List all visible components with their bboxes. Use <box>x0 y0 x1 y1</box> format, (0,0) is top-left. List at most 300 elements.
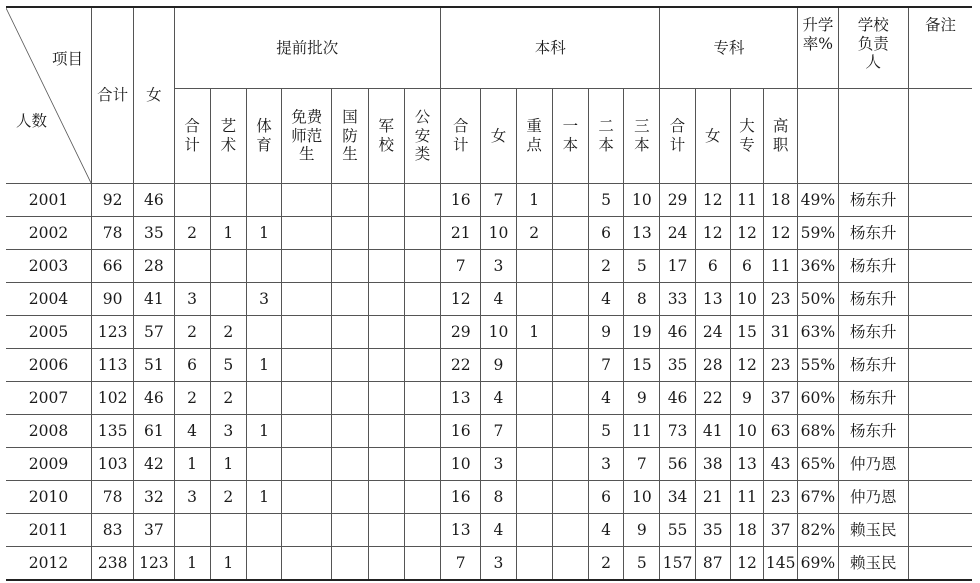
cell-c-gaozhi: 43 <box>764 448 798 481</box>
cell-c-dazhuan: 10 <box>730 283 763 316</box>
cell-u-total: 16 <box>441 481 481 514</box>
cell-principal: 杨东升 <box>838 217 908 250</box>
cell-c-dazhuan: 6 <box>730 250 763 283</box>
cell-u-third: 13 <box>624 217 660 250</box>
cell-u-first <box>552 448 588 481</box>
cell-e-sport <box>246 250 281 283</box>
cell-u-second: 2 <box>588 250 623 283</box>
cell-u-first <box>552 547 588 581</box>
header-college: 专科 <box>660 7 798 89</box>
cell-e-sport: 1 <box>246 481 281 514</box>
subheader-early-2: 体育 <box>246 89 281 184</box>
cell-u-third: 10 <box>624 184 660 217</box>
cell-year: 2008 <box>6 415 92 448</box>
table-row <box>6 283 972 316</box>
cell-u-key <box>516 415 552 448</box>
cell-e-def <box>332 514 368 547</box>
cell-u-key <box>516 514 552 547</box>
cell-u-key <box>516 481 552 514</box>
cell-e-free <box>282 481 332 514</box>
cell-e-police <box>404 382 440 415</box>
cell-rate: 69% <box>798 547 838 581</box>
cell-total: 123 <box>92 316 134 349</box>
cell-c-female: 22 <box>695 382 730 415</box>
cell-e-mil <box>368 448 404 481</box>
header-total: 合计 <box>92 7 134 184</box>
cell-e-sport <box>246 316 281 349</box>
cell-principal: 仲乃恩 <box>838 481 908 514</box>
cell-c-female: 87 <box>695 547 730 581</box>
cell-u-second: 7 <box>588 349 623 382</box>
table-row <box>6 448 972 481</box>
cell-e-def <box>332 184 368 217</box>
table-row <box>6 349 972 382</box>
cell-c-dazhuan: 18 <box>730 514 763 547</box>
cell-c-gaozhi: 23 <box>764 481 798 514</box>
cell-e-def <box>332 349 368 382</box>
cell-c-total: 34 <box>660 481 695 514</box>
table-row <box>6 184 972 217</box>
cell-u-total: 22 <box>441 349 481 382</box>
cell-e-mil <box>368 217 404 250</box>
subheader-college-2: 大专 <box>730 89 763 184</box>
cell-e-sport: 1 <box>246 217 281 250</box>
cell-year: 2001 <box>6 184 92 217</box>
cell-c-gaozhi: 18 <box>764 184 798 217</box>
cell-e-total <box>174 514 210 547</box>
cell-u-third: 5 <box>624 250 660 283</box>
cell-e-sport: 1 <box>246 349 281 382</box>
cell-rate: 60% <box>798 382 838 415</box>
cell-female: 42 <box>134 448 174 481</box>
cell-remark <box>908 382 972 415</box>
cell-u-second: 5 <box>588 415 623 448</box>
cell-u-second: 2 <box>588 547 623 581</box>
cell-c-total: 56 <box>660 448 695 481</box>
header-remark: 备注 <box>908 7 972 89</box>
cell-e-sport: 3 <box>246 283 281 316</box>
cell-c-total: 157 <box>660 547 695 581</box>
cell-e-free <box>282 382 332 415</box>
cell-u-first <box>552 316 588 349</box>
cell-u-female: 7 <box>481 415 516 448</box>
cell-u-total: 16 <box>441 184 481 217</box>
cell-total: 83 <box>92 514 134 547</box>
cell-total: 66 <box>92 250 134 283</box>
cell-c-female: 28 <box>695 349 730 382</box>
cell-e-def <box>332 283 368 316</box>
cell-u-key <box>516 250 552 283</box>
cell-principal: 杨东升 <box>838 382 908 415</box>
cell-e-total: 2 <box>174 217 210 250</box>
subheader-undergrad-3: 一本 <box>552 89 588 184</box>
cell-e-art <box>210 283 246 316</box>
cell-rate: 65% <box>798 448 838 481</box>
cell-female: 46 <box>134 184 174 217</box>
cell-u-first <box>552 217 588 250</box>
table-row <box>6 415 972 448</box>
cell-remark <box>908 448 972 481</box>
cell-c-total: 55 <box>660 514 695 547</box>
cell-rate: 82% <box>798 514 838 547</box>
cell-rate: 59% <box>798 217 838 250</box>
cell-u-total: 21 <box>441 217 481 250</box>
cell-e-mil <box>368 184 404 217</box>
table-row <box>6 547 972 581</box>
cell-total: 103 <box>92 448 134 481</box>
cell-total: 92 <box>92 184 134 217</box>
corner-label-people: 人数 <box>16 112 48 130</box>
cell-year: 2010 <box>6 481 92 514</box>
cell-c-total: 17 <box>660 250 695 283</box>
cell-e-free <box>282 547 332 581</box>
cell-u-second: 4 <box>588 514 623 547</box>
cell-e-sport: 1 <box>246 415 281 448</box>
cell-year: 2006 <box>6 349 92 382</box>
cell-c-female: 12 <box>695 217 730 250</box>
cell-c-female: 38 <box>695 448 730 481</box>
cell-e-total <box>174 184 210 217</box>
cell-e-def <box>332 481 368 514</box>
cell-u-first <box>552 349 588 382</box>
cell-e-art: 2 <box>210 316 246 349</box>
cell-u-first <box>552 250 588 283</box>
cell-rate: 67% <box>798 481 838 514</box>
subheader-early-3: 免费师范生 <box>282 89 332 184</box>
cell-c-female: 35 <box>695 514 730 547</box>
cell-year: 2002 <box>6 217 92 250</box>
cell-c-dazhuan: 10 <box>730 415 763 448</box>
cell-u-female: 4 <box>481 514 516 547</box>
enrollment-statistics-table-container <box>6 6 972 576</box>
cell-e-police <box>404 316 440 349</box>
subheader-early-1: 艺术 <box>210 89 246 184</box>
cell-e-police <box>404 415 440 448</box>
cell-year: 2003 <box>6 250 92 283</box>
cell-remark <box>908 547 972 581</box>
cell-remark <box>908 283 972 316</box>
cell-c-total: 33 <box>660 283 695 316</box>
table-row <box>6 382 972 415</box>
cell-u-key <box>516 349 552 382</box>
cell-principal: 赖玉民 <box>838 547 908 581</box>
cell-u-third: 11 <box>624 415 660 448</box>
cell-e-def <box>332 547 368 581</box>
cell-u-total: 29 <box>441 316 481 349</box>
cell-c-gaozhi: 23 <box>764 283 798 316</box>
cell-female: 123 <box>134 547 174 581</box>
cell-e-total: 2 <box>174 382 210 415</box>
cell-e-sport <box>246 382 281 415</box>
cell-u-third: 9 <box>624 514 660 547</box>
cell-e-free <box>282 250 332 283</box>
subheader-early-4: 国防生 <box>332 89 368 184</box>
cell-e-art: 1 <box>210 547 246 581</box>
cell-e-mil <box>368 514 404 547</box>
diagonal-divider <box>6 8 91 183</box>
corner-header-cell <box>6 7 92 184</box>
subheader-college-3: 高职 <box>764 89 798 184</box>
cell-e-free <box>282 514 332 547</box>
cell-year: 2011 <box>6 514 92 547</box>
cell-u-female: 7 <box>481 184 516 217</box>
corner-label-item: 项目 <box>52 50 84 68</box>
cell-u-total: 10 <box>441 448 481 481</box>
cell-e-art <box>210 514 246 547</box>
cell-u-female: 9 <box>481 349 516 382</box>
cell-u-key <box>516 283 552 316</box>
cell-c-dazhuan: 12 <box>730 349 763 382</box>
subheader-remark-blank <box>908 89 972 184</box>
cell-u-total: 13 <box>441 514 481 547</box>
cell-female: 28 <box>134 250 174 283</box>
cell-c-dazhuan: 12 <box>730 217 763 250</box>
cell-u-third: 10 <box>624 481 660 514</box>
cell-e-sport <box>246 184 281 217</box>
cell-e-free <box>282 349 332 382</box>
cell-e-mil <box>368 316 404 349</box>
cell-e-def <box>332 415 368 448</box>
cell-c-gaozhi: 37 <box>764 514 798 547</box>
subheader-college-1: 女 <box>695 89 730 184</box>
cell-e-mil <box>368 250 404 283</box>
cell-e-mil <box>368 349 404 382</box>
cell-u-female: 10 <box>481 316 516 349</box>
cell-e-sport <box>246 448 281 481</box>
cell-c-total: 24 <box>660 217 695 250</box>
cell-u-female: 3 <box>481 250 516 283</box>
cell-u-key <box>516 448 552 481</box>
cell-c-gaozhi: 23 <box>764 349 798 382</box>
cell-u-total: 7 <box>441 547 481 581</box>
cell-c-gaozhi: 63 <box>764 415 798 448</box>
cell-e-mil <box>368 547 404 581</box>
cell-e-total: 3 <box>174 481 210 514</box>
cell-e-mil <box>368 415 404 448</box>
cell-female: 41 <box>134 283 174 316</box>
cell-principal: 杨东升 <box>838 283 908 316</box>
cell-remark <box>908 415 972 448</box>
cell-u-second: 6 <box>588 217 623 250</box>
cell-u-third: 15 <box>624 349 660 382</box>
cell-e-def <box>332 217 368 250</box>
cell-c-dazhuan: 15 <box>730 316 763 349</box>
cell-remark <box>908 481 972 514</box>
cell-total: 113 <box>92 349 134 382</box>
cell-principal: 仲乃恩 <box>838 448 908 481</box>
cell-c-dazhuan: 11 <box>730 184 763 217</box>
cell-e-art: 5 <box>210 349 246 382</box>
cell-e-mil <box>368 283 404 316</box>
cell-remark <box>908 184 972 217</box>
cell-e-police <box>404 250 440 283</box>
cell-total: 135 <box>92 415 134 448</box>
cell-c-total: 46 <box>660 382 695 415</box>
cell-u-total: 12 <box>441 283 481 316</box>
cell-e-police <box>404 283 440 316</box>
cell-e-free <box>282 283 332 316</box>
cell-principal: 杨东升 <box>838 184 908 217</box>
header-row-1 <box>6 7 972 89</box>
cell-u-third: 7 <box>624 448 660 481</box>
cell-e-total: 2 <box>174 316 210 349</box>
cell-u-key: 1 <box>516 316 552 349</box>
cell-c-dazhuan: 13 <box>730 448 763 481</box>
cell-e-mil <box>368 382 404 415</box>
subheader-principal-blank <box>838 89 908 184</box>
cell-u-total: 16 <box>441 415 481 448</box>
cell-u-key <box>516 547 552 581</box>
cell-e-art: 2 <box>210 382 246 415</box>
cell-e-art: 1 <box>210 217 246 250</box>
cell-e-def <box>332 448 368 481</box>
cell-u-female: 3 <box>481 547 516 581</box>
cell-u-first <box>552 514 588 547</box>
table-body <box>6 184 972 581</box>
cell-u-second: 6 <box>588 481 623 514</box>
cell-e-total: 1 <box>174 547 210 581</box>
cell-c-female: 24 <box>695 316 730 349</box>
cell-principal: 杨东升 <box>838 349 908 382</box>
cell-rate: 63% <box>798 316 838 349</box>
cell-principal: 杨东升 <box>838 415 908 448</box>
subheader-early-6: 公安类 <box>404 89 440 184</box>
cell-remark <box>908 250 972 283</box>
cell-e-def <box>332 316 368 349</box>
cell-u-female: 4 <box>481 283 516 316</box>
header-early-batch: 提前批次 <box>174 7 441 89</box>
cell-u-second: 9 <box>588 316 623 349</box>
cell-female: 35 <box>134 217 174 250</box>
cell-rate: 50% <box>798 283 838 316</box>
cell-e-mil <box>368 481 404 514</box>
cell-u-total: 13 <box>441 382 481 415</box>
subheader-undergrad-2: 重点 <box>516 89 552 184</box>
table-row <box>6 481 972 514</box>
cell-year: 2004 <box>6 283 92 316</box>
cell-remark <box>908 349 972 382</box>
cell-female: 57 <box>134 316 174 349</box>
cell-rate: 36% <box>798 250 838 283</box>
subheader-rate-blank <box>798 89 838 184</box>
cell-total: 78 <box>92 481 134 514</box>
table-row <box>6 514 972 547</box>
cell-e-sport <box>246 514 281 547</box>
cell-remark <box>908 514 972 547</box>
cell-female: 51 <box>134 349 174 382</box>
cell-principal: 赖玉民 <box>838 514 908 547</box>
cell-female: 61 <box>134 415 174 448</box>
cell-c-gaozhi: 11 <box>764 250 798 283</box>
cell-e-art: 1 <box>210 448 246 481</box>
cell-e-police <box>404 514 440 547</box>
cell-e-total: 1 <box>174 448 210 481</box>
cell-female: 32 <box>134 481 174 514</box>
cell-total: 78 <box>92 217 134 250</box>
cell-u-third: 5 <box>624 547 660 581</box>
cell-u-second: 5 <box>588 184 623 217</box>
cell-u-female: 10 <box>481 217 516 250</box>
subheader-undergrad-1: 女 <box>481 89 516 184</box>
cell-c-female: 6 <box>695 250 730 283</box>
cell-principal: 杨东升 <box>838 316 908 349</box>
cell-e-police <box>404 349 440 382</box>
cell-u-first <box>552 481 588 514</box>
header-rate: 升学率% <box>798 7 838 89</box>
table-row <box>6 250 972 283</box>
cell-u-total: 7 <box>441 250 481 283</box>
cell-c-dazhuan: 11 <box>730 481 763 514</box>
cell-e-free <box>282 217 332 250</box>
cell-e-free <box>282 448 332 481</box>
cell-u-third: 9 <box>624 382 660 415</box>
cell-u-key: 1 <box>516 184 552 217</box>
cell-c-female: 12 <box>695 184 730 217</box>
cell-year: 2007 <box>6 382 92 415</box>
cell-u-key: 2 <box>516 217 552 250</box>
cell-e-total: 3 <box>174 283 210 316</box>
cell-u-female: 3 <box>481 448 516 481</box>
cell-c-female: 13 <box>695 283 730 316</box>
cell-c-gaozhi: 31 <box>764 316 798 349</box>
cell-c-total: 35 <box>660 349 695 382</box>
cell-remark <box>908 217 972 250</box>
cell-u-second: 4 <box>588 382 623 415</box>
cell-e-police <box>404 547 440 581</box>
cell-c-gaozhi: 37 <box>764 382 798 415</box>
cell-principal: 杨东升 <box>838 250 908 283</box>
cell-e-def <box>332 250 368 283</box>
cell-year: 2012 <box>6 547 92 581</box>
cell-remark <box>908 316 972 349</box>
cell-u-third: 8 <box>624 283 660 316</box>
cell-total: 102 <box>92 382 134 415</box>
subheader-early-5: 军校 <box>368 89 404 184</box>
subheader-undergrad-5: 三本 <box>624 89 660 184</box>
cell-e-art <box>210 250 246 283</box>
enrollment-statistics-table <box>6 6 972 581</box>
cell-c-female: 21 <box>695 481 730 514</box>
cell-e-police <box>404 217 440 250</box>
cell-e-free <box>282 316 332 349</box>
cell-u-first <box>552 415 588 448</box>
cell-female: 46 <box>134 382 174 415</box>
cell-u-second: 3 <box>588 448 623 481</box>
cell-total: 90 <box>92 283 134 316</box>
cell-c-female: 41 <box>695 415 730 448</box>
table-row <box>6 217 972 250</box>
cell-c-gaozhi: 12 <box>764 217 798 250</box>
cell-rate: 68% <box>798 415 838 448</box>
header-female: 女 <box>134 7 174 184</box>
header-undergrad: 本科 <box>441 7 660 89</box>
subheader-college-0: 合计 <box>660 89 695 184</box>
cell-e-police <box>404 481 440 514</box>
cell-e-total <box>174 250 210 283</box>
cell-u-second: 4 <box>588 283 623 316</box>
cell-c-gaozhi: 145 <box>764 547 798 581</box>
cell-e-free <box>282 184 332 217</box>
subheader-early-0: 合计 <box>174 89 210 184</box>
cell-year: 2005 <box>6 316 92 349</box>
subheader-undergrad-0: 合计 <box>441 89 481 184</box>
table-row <box>6 316 972 349</box>
cell-e-police <box>404 184 440 217</box>
cell-u-key <box>516 382 552 415</box>
cell-e-total: 6 <box>174 349 210 382</box>
cell-u-first <box>552 184 588 217</box>
cell-rate: 49% <box>798 184 838 217</box>
